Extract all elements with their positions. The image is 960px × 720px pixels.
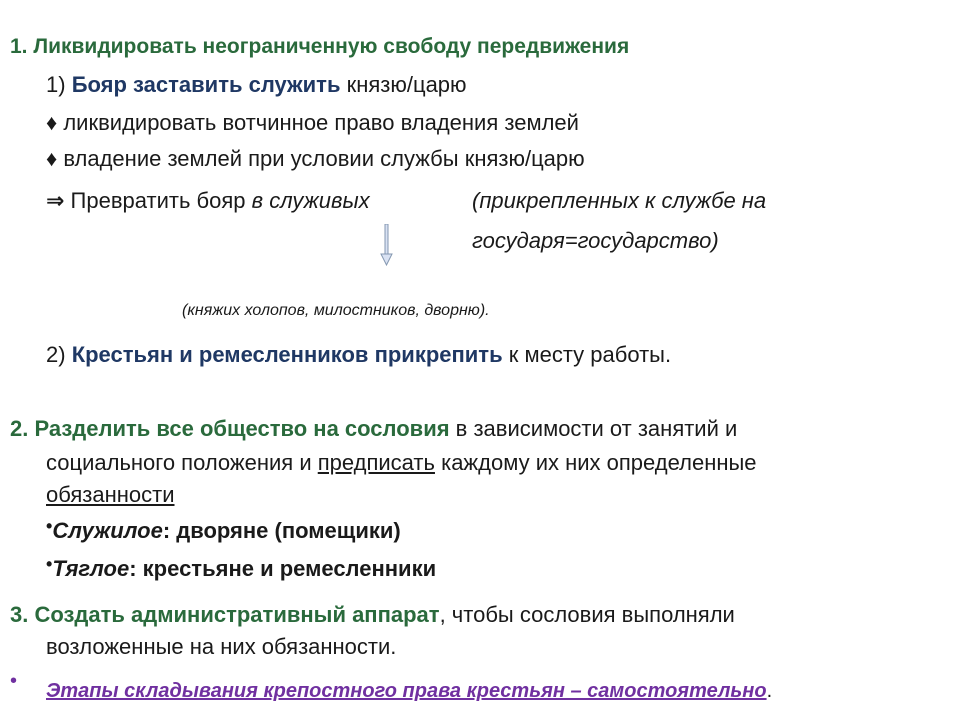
item1-implies-text: Превратить бояр — [64, 188, 252, 213]
item3-rest1: , чтобы сословия выполняли — [439, 602, 735, 627]
item2-line2 — [46, 450, 757, 476]
item2-bullet1 — [46, 518, 401, 545]
footer-line — [46, 678, 772, 704]
item1-sub2 — [46, 342, 671, 368]
item1-sub2-bold: Крестьян и ремесленников прикрепить — [71, 342, 503, 367]
item1-sub2-rest: к месту работы. — [502, 342, 672, 367]
item1-sub1-rest: князю/царю — [340, 72, 467, 97]
footer-bullet — [10, 670, 18, 700]
item1-paren-line1: (прикрепленных к службе на — [472, 188, 767, 213]
bullet-dot-icon: • — [10, 670, 18, 692]
item1-heading: 1. Ликвидировать неограниченную свободу передвижения — [10, 35, 630, 58]
item1-note: (княжих холопов, милостников, дворню). — [182, 302, 490, 319]
item2-rest1: в зависимости от занятий и — [449, 416, 738, 441]
footer-period: . — [766, 680, 773, 702]
item2-line2-post: каждому их них определенные — [434, 450, 757, 475]
implies-arrow-icon: ⇒ — [46, 188, 65, 213]
item2-bullet2-rest: : крестьяне и ремесленники — [129, 556, 437, 581]
item2-bullet2 — [46, 556, 436, 583]
item2-line2-underlined: предписать — [317, 450, 435, 475]
item3-line2: возложенные на них обязанности. — [46, 634, 397, 659]
item2-line2-pre: социального положения и — [46, 450, 318, 475]
item3-heading: 3. Создать административный аппарат — [10, 602, 440, 627]
item3-line1 — [10, 602, 735, 628]
item1-bullet-a: ♦ ликвидировать вотчинное право владения землей — [46, 110, 579, 135]
footer-link[interactable]: Этапы складывания крепостного права крестьян – самостоятельно — [46, 680, 767, 702]
item2-line3: обязанности — [46, 482, 175, 507]
item2-heading: 2. Разделить все общество на сословия — [10, 416, 450, 441]
item1-sub2-number: 2) — [46, 342, 72, 367]
item1-paren-line2: государя=государство) — [472, 228, 719, 253]
item1-implies-italic: в служивых — [251, 188, 370, 213]
bullet-dot-icon: • — [46, 554, 53, 574]
item1-bullet-b: ♦ владение землей при условии службы князю/царю — [46, 146, 585, 171]
item2-bullet1-italic: Служилое — [52, 518, 163, 543]
item1-sub1 — [46, 72, 467, 98]
item2-bullet1-rest: : дворяне (помещики) — [162, 518, 401, 543]
item1-implies-line — [46, 188, 370, 214]
item2-line1 — [10, 416, 737, 442]
down-arrow-icon — [380, 224, 394, 266]
item2-bullet2-italic: Тяглое — [52, 556, 130, 581]
bullet-dot-icon: • — [46, 516, 53, 536]
item1-sub1-bold: Бояр заставить служить — [71, 72, 341, 97]
item1-sub1-number: 1) — [46, 72, 72, 97]
